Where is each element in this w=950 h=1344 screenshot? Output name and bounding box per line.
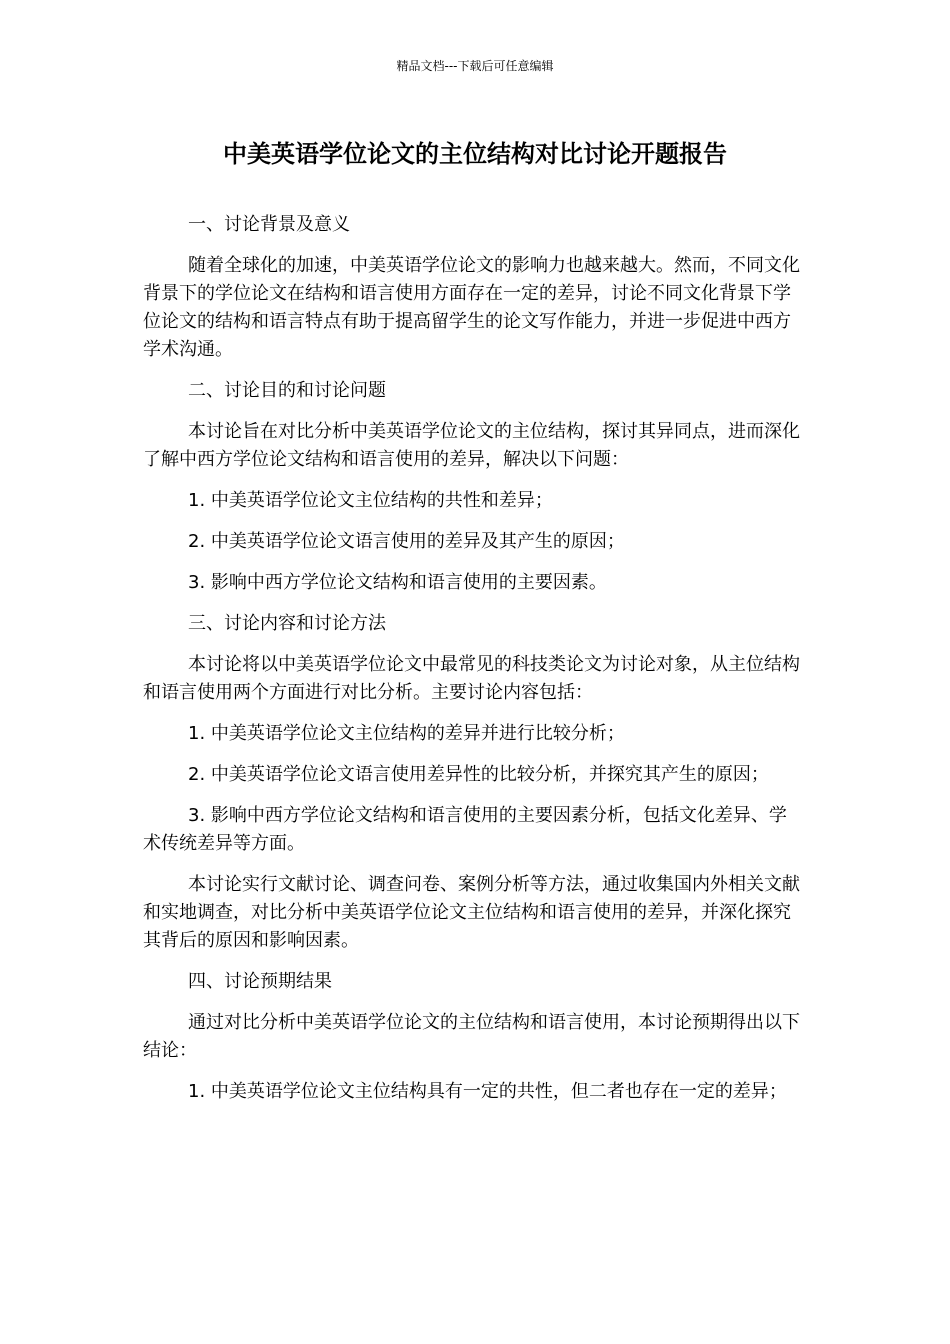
paragraph-background: 随着全球化的加速，中美英语学位论文的影响力也越来越大。然而，不同文化背景下的学位论文在结构和语言使用方面存在一定的差异，讨论不同文化背景下学位论文的结构和语言特点有助于提高留学生的论文写作能力，并进一步促进中西方学术沟通。 [143, 255, 800, 360]
document-body [143, 211, 803, 1119]
list-item-content-2: 2. 中美英语学位论文语言使用差异性的比较分析，并探究其产生的原因； [188, 764, 769, 785]
paragraph-content: 本讨论将以中美英语学位论文中最常见的科技类论文为讨论对象，从主位结构和语言使用两个方面进行对比分析。主要讨论内容包括： [143, 654, 800, 703]
document-title: 中美英语学位论文的主位结构对比讨论开题报告 [223, 140, 727, 168]
list-item-content-1: 1. 中美英语学位论文主位结构的差异并进行比较分析； [188, 723, 625, 744]
paragraph-expected-results: 通过对比分析中美英语学位论文的主位结构和语言使用，本讨论预期得出以下结论： [143, 1012, 800, 1061]
list-item-question-3: 3. 影响中西方学位论文结构和语言使用的主要因素。 [188, 572, 607, 593]
section-heading-content-method: 三、讨论内容和讨论方法 [188, 613, 386, 634]
list-item-question-1: 1. 中美英语学位论文主位结构的共性和差异； [188, 490, 553, 511]
page-header: 精品文档---下载后可任意编辑 [396, 59, 554, 73]
list-item-question-2: 2. 中美英语学位论文语言使用的差异及其产生的原因； [188, 531, 625, 552]
paragraph-method: 本讨论实行文献讨论、调查问卷、案例分析等方法，通过收集国内外相关文献和实地调查，对比分析中美英语学位论文主位结构和语言使用的差异，并深化探究其背后的原因和影响因素。 [143, 874, 800, 951]
section-heading-expected-results: 四、讨论预期结果 [188, 971, 332, 992]
list-item-result-1: 1. 中美英语学位论文主位结构具有一定的共性，但二者也存在一定的差异； [188, 1081, 787, 1102]
section-heading-background: 一、讨论背景及意义 [188, 214, 350, 235]
list-item-content-3: 3. 影响中西方学位论文结构和语言使用的主要因素分析，包括文化差异、学术传统差异等方面。 [143, 805, 787, 854]
paragraph-purpose: 本讨论旨在对比分析中美英语学位论文的主位结构，探讨其异同点，进而深化了解中西方学位论文结构和语言使用的差异，解决以下问题： [143, 421, 800, 470]
section-heading-purpose: 二、讨论目的和讨论问题 [188, 380, 386, 401]
